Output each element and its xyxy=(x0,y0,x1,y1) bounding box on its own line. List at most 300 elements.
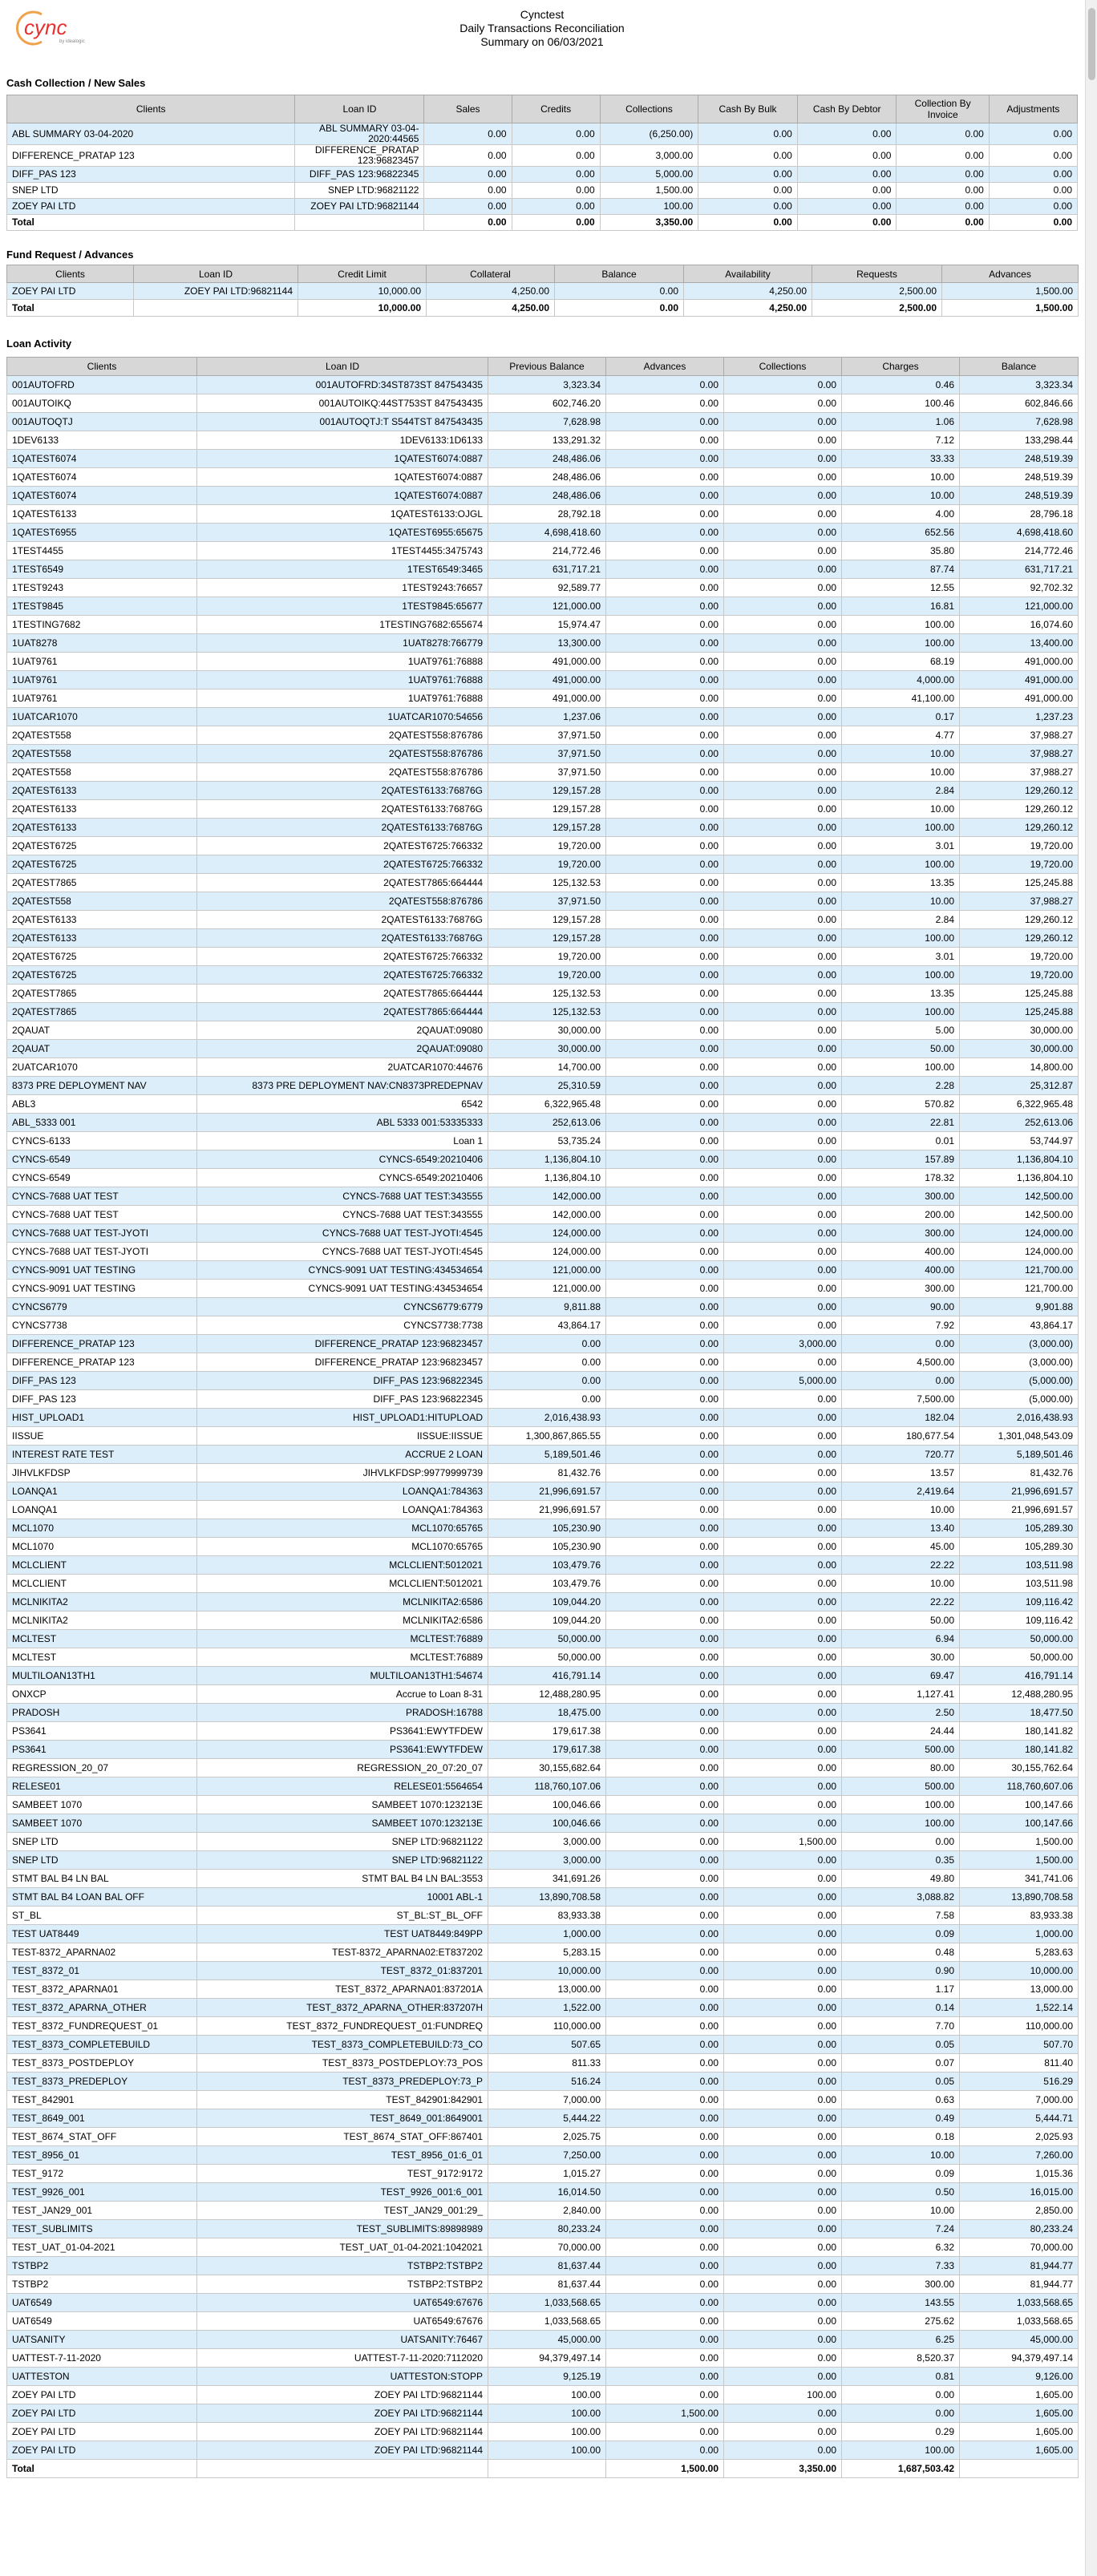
loan-activity-cell: 0.00 xyxy=(724,1648,842,1667)
loan-activity-cell: 2QATEST558:876786 xyxy=(197,763,488,782)
loan-activity-cell: IISSUE:IISSUE xyxy=(197,1427,488,1446)
loan-activity-cell: TEST_9926_001:6_001 xyxy=(197,2183,488,2202)
loan-activity-cell: 43,864.17 xyxy=(488,1316,606,1335)
loan-activity-cell: 0.00 xyxy=(724,487,842,505)
loan-activity-cell: 12,488,280.95 xyxy=(488,1685,606,1704)
loan-activity-cell: 1QATEST6074:0887 xyxy=(197,468,488,487)
loan-activity-cell: 0.00 xyxy=(724,1685,842,1704)
loan-activity-row xyxy=(7,1169,1079,1187)
loan-activity-cell: 22.22 xyxy=(842,1556,960,1575)
loan-activity-row xyxy=(7,634,1079,653)
fund-request-cell: ZOEY PAI LTD:96821144 xyxy=(134,283,298,300)
fund-request-column-header: Balance xyxy=(555,265,684,283)
loan-activity-cell: 1UAT9761:76888 xyxy=(197,653,488,671)
loan-activity-cell: 125,132.53 xyxy=(488,874,606,892)
loan-activity-row xyxy=(7,2202,1079,2220)
loan-activity-cell: 92,589.77 xyxy=(488,579,606,597)
loan-activity-cell: 110,000.00 xyxy=(960,2017,1079,2036)
loan-activity-cell: 1TEST4455:3475743 xyxy=(197,542,488,560)
loan-activity-total-cell xyxy=(197,2460,488,2478)
loan-activity-cell: 68.19 xyxy=(842,653,960,671)
loan-activity-cell: 400.00 xyxy=(842,1243,960,1261)
loan-activity-cell: 248,519.39 xyxy=(960,450,1079,468)
loan-activity-cell: 14,800.00 xyxy=(960,1058,1079,1077)
loan-activity-cell: MCLCLIENT:5012021 xyxy=(197,1575,488,1593)
loan-activity-row xyxy=(7,2404,1079,2423)
loan-activity-cell: 1TESTING7682:655674 xyxy=(197,616,488,634)
loan-activity-cell: 0.00 xyxy=(724,2146,842,2165)
loan-activity-cell: 43,864.17 xyxy=(960,1316,1079,1335)
loan-activity-cell: 100.00 xyxy=(724,2386,842,2404)
loan-activity-cell: 0.00 xyxy=(842,2404,960,2423)
loan-activity-cell: 2QAUAT xyxy=(7,1021,197,1040)
loan-activity-cell: 0.00 xyxy=(606,1777,724,1796)
report-title: Daily Transactions Reconciliation xyxy=(459,22,625,34)
loan-activity-cell: 0.00 xyxy=(606,948,724,966)
loan-activity-cell: 50,000.00 xyxy=(488,1648,606,1667)
fund-request-column-header: Availability xyxy=(684,265,812,283)
loan-activity-cell: CYNCS6779 xyxy=(7,1298,197,1316)
loan-activity-cell: TEST_8373_POSTDEPLOY xyxy=(7,2054,197,2073)
loan-activity-cell: TEST_8649_001:8649001 xyxy=(197,2109,488,2128)
loan-activity-cell: 13,890,708.58 xyxy=(488,1888,606,1907)
loan-activity-cell: 0.00 xyxy=(606,2036,724,2054)
loan-activity-row xyxy=(7,1353,1079,1372)
loan-activity-row xyxy=(7,1556,1079,1575)
loan-activity-cell: 129,260.12 xyxy=(960,911,1079,929)
loan-activity-cell: 125,245.88 xyxy=(960,985,1079,1003)
loan-activity-cell: 16.81 xyxy=(842,597,960,616)
loan-activity-total-cell: 1,687,503.42 xyxy=(842,2460,960,2478)
loan-activity-row xyxy=(7,1187,1079,1206)
loan-activity-row xyxy=(7,1372,1079,1390)
fund-request-cell: 10,000.00 xyxy=(298,283,427,300)
cash-collection-column-header: Collections xyxy=(600,95,698,123)
loan-activity-column-header: Previous Balance xyxy=(488,358,606,376)
loan-activity-cell: ZOEY PAI LTD:96821144 xyxy=(197,2404,488,2423)
loan-activity-cell: 142,000.00 xyxy=(488,1187,606,1206)
cash-collection-cell: 0.00 xyxy=(424,167,512,183)
loan-activity-cell: 0.00 xyxy=(488,1372,606,1390)
loan-activity-row xyxy=(7,2423,1079,2441)
loan-activity-total-cell xyxy=(488,2460,606,2478)
loan-activity-cell: 0.00 xyxy=(606,1999,724,2017)
loan-activity-row xyxy=(7,1206,1079,1224)
loan-activity-cell: 121,000.00 xyxy=(488,1280,606,1298)
loan-activity-cell: 0.00 xyxy=(606,1482,724,1501)
cash-collection-column-header: Cash By Bulk xyxy=(698,95,798,123)
loan-activity-cell: 7.58 xyxy=(842,1907,960,1925)
loan-activity-cell: 21,996,691.57 xyxy=(488,1482,606,1501)
loan-activity-row xyxy=(7,1612,1079,1630)
loan-activity-cell: UATTESTON:STOPP xyxy=(197,2368,488,2386)
loan-activity-cell: 7.70 xyxy=(842,2017,960,2036)
cash-collection-cell: 0.00 xyxy=(698,145,798,167)
cash-collection-cell: 0.00 xyxy=(897,199,989,215)
loan-activity-cell: 118,760,107.06 xyxy=(488,1777,606,1796)
loan-activity-cell: 81,944.77 xyxy=(960,2257,1079,2275)
loan-activity-row xyxy=(7,468,1079,487)
loan-activity-cell: 0.49 xyxy=(842,2109,960,2128)
loan-activity-cell: 2,016,438.93 xyxy=(488,1409,606,1427)
loan-activity-row xyxy=(7,1943,1079,1962)
loan-activity-cell: 1,033,568.65 xyxy=(960,2294,1079,2312)
loan-activity-cell: CYNCS-7688 UAT TEST-JYOTI xyxy=(7,1224,197,1243)
cash-collection-total-cell: 0.00 xyxy=(512,215,600,231)
loan-activity-cell: 0.00 xyxy=(724,1095,842,1114)
loan-activity-cell: 0.00 xyxy=(606,2202,724,2220)
loan-activity-cell: 252,613.06 xyxy=(960,1114,1079,1132)
loan-activity-cell: 129,260.12 xyxy=(960,782,1079,800)
loan-activity-cell: 400.00 xyxy=(842,1261,960,1280)
loan-activity-cell: 1UAT9761 xyxy=(7,653,197,671)
loan-activity-cell: 105,230.90 xyxy=(488,1519,606,1538)
loan-activity-cell: PRADOSH xyxy=(7,1704,197,1722)
loan-activity-cell: 0.00 xyxy=(724,2257,842,2275)
loan-activity-cell: TSTBP2 xyxy=(7,2275,197,2294)
cash-collection-cell: 0.00 xyxy=(424,199,512,215)
loan-activity-row xyxy=(7,1962,1079,1980)
fund-request-total-row xyxy=(7,300,1079,317)
loan-activity-cell: 103,511.98 xyxy=(960,1556,1079,1575)
report-header xyxy=(6,0,1078,53)
loan-activity-cell: 602,846.66 xyxy=(960,394,1079,413)
loan-activity-row xyxy=(7,2312,1079,2331)
loan-activity-row xyxy=(7,2091,1079,2109)
cash-collection-total-cell: 0.00 xyxy=(698,215,798,231)
loan-activity-cell: 2,025.93 xyxy=(960,2128,1079,2146)
loan-activity-cell: 1QATEST6074:0887 xyxy=(197,450,488,468)
loan-activity-row xyxy=(7,782,1079,800)
loan-activity-row xyxy=(7,2349,1079,2368)
loan-activity-cell: 1,500.00 xyxy=(960,1851,1079,1870)
loan-activity-cell: 0.00 xyxy=(724,2423,842,2441)
loan-activity-row xyxy=(7,542,1079,560)
loan-activity-cell: 0.00 xyxy=(606,1667,724,1685)
loan-activity-cell: 3.01 xyxy=(842,948,960,966)
loan-activity-cell: 0.00 xyxy=(842,2386,960,2404)
loan-activity-cell: 0.00 xyxy=(724,1224,842,1243)
loan-activity-cell: 507.70 xyxy=(960,2036,1079,2054)
loan-activity-cell: 0.00 xyxy=(606,560,724,579)
loan-activity-cell: 0.00 xyxy=(606,376,724,394)
loan-activity-row xyxy=(7,1814,1079,1833)
loan-activity-row xyxy=(7,2220,1079,2238)
loan-activity-cell: UATSANITY:76467 xyxy=(197,2331,488,2349)
loan-activity-cell: 100.00 xyxy=(842,819,960,837)
loan-activity-cell: 0.00 xyxy=(724,1759,842,1777)
loan-activity-cell: 0.00 xyxy=(724,1058,842,1077)
loan-activity-cell: 10.00 xyxy=(842,892,960,911)
loan-activity-cell: 1.06 xyxy=(842,413,960,431)
loan-activity-total-row xyxy=(7,2460,1079,2478)
fund-request-column-header: Loan ID xyxy=(134,265,298,283)
loan-activity-cell: 1QATEST6955:65675 xyxy=(197,524,488,542)
loan-activity-cell: 720.77 xyxy=(842,1446,960,1464)
loan-activity-cell: 3,323.34 xyxy=(488,376,606,394)
loan-activity-cell: 0.00 xyxy=(724,2294,842,2312)
loan-activity-cell: 0.00 xyxy=(724,1943,842,1962)
loan-activity-cell: MCLCLIENT:5012021 xyxy=(197,1556,488,1575)
loan-activity-row xyxy=(7,1980,1079,1999)
loan-activity-cell: 0.00 xyxy=(606,671,724,689)
loan-activity-cell: 5,444.22 xyxy=(488,2109,606,2128)
loan-activity-cell: 0.00 xyxy=(724,2128,842,2146)
cash-collection-title: Cash Collection / New Sales xyxy=(6,77,146,89)
loan-activity-cell: 0.00 xyxy=(606,579,724,597)
loan-activity-cell: 100,147.66 xyxy=(960,1796,1079,1814)
loan-activity-cell: 0.00 xyxy=(842,1372,960,1390)
cash-collection-header-row xyxy=(7,95,1078,123)
loan-activity-cell: 491,000.00 xyxy=(488,671,606,689)
loan-activity-cell: 0.00 xyxy=(606,2165,724,2183)
cash-collection-cell: DIFFERENCE_PRATAP 123 xyxy=(7,145,295,167)
page-scrollbar[interactable] xyxy=(1085,0,1097,2576)
loan-activity-cell: 7,628.98 xyxy=(488,413,606,431)
cash-collection-cell: 0.00 xyxy=(512,167,600,183)
loan-activity-cell: SNEP LTD:96821122 xyxy=(197,1833,488,1851)
loan-activity-cell: 300.00 xyxy=(842,2275,960,2294)
loan-activity-cell: 1,033,568.65 xyxy=(960,2312,1079,2331)
loan-activity-cell: 0.00 xyxy=(606,2073,724,2091)
loan-activity-cell: 13.35 xyxy=(842,985,960,1003)
loan-activity-cell: TEST_8649_001 xyxy=(7,2109,197,2128)
loan-activity-cell: 0.00 xyxy=(606,1464,724,1482)
loan-activity-cell: 416,791.14 xyxy=(960,1667,1079,1685)
loan-activity-cell: 214,772.46 xyxy=(488,542,606,560)
loan-activity-cell: 0.00 xyxy=(606,1243,724,1261)
loan-activity-cell: 0.00 xyxy=(606,1759,724,1777)
loan-activity-cell: 1QATEST6074:0887 xyxy=(197,487,488,505)
loan-activity-cell: 0.00 xyxy=(606,2146,724,2165)
loan-activity-cell: 13,000.00 xyxy=(960,1980,1079,1999)
loan-activity-cell: TEST_8372_01 xyxy=(7,1962,197,1980)
loan-activity-cell: 69.47 xyxy=(842,1667,960,1685)
loan-activity-cell: TEST_9926_001 xyxy=(7,2183,197,2202)
loan-activity-cell: 124,000.00 xyxy=(960,1224,1079,1243)
loan-activity-cell: 2QATEST7865 xyxy=(7,1003,197,1021)
loan-activity-cell: 2QATEST7865 xyxy=(7,985,197,1003)
loan-activity-row xyxy=(7,1741,1079,1759)
cash-collection-cell: 0.00 xyxy=(797,123,897,145)
loan-activity-cell: DIFF_PAS 123 xyxy=(7,1390,197,1409)
scrollbar-thumb[interactable] xyxy=(1088,8,1095,80)
loan-activity-cell: 41,100.00 xyxy=(842,689,960,708)
loan-activity-row xyxy=(7,1390,1079,1409)
cash-collection-column-header: Cash By Debtor xyxy=(797,95,897,123)
loan-activity-row xyxy=(7,855,1079,874)
loan-activity-row xyxy=(7,579,1079,597)
loan-activity-cell: MCLTEST xyxy=(7,1630,197,1648)
loan-activity-row xyxy=(7,1704,1079,1722)
loan-activity-header-row xyxy=(7,358,1079,376)
loan-activity-cell: 6.25 xyxy=(842,2331,960,2349)
fund-request-column-header: Advances xyxy=(942,265,1079,283)
loan-activity-cell: 0.00 xyxy=(606,1648,724,1667)
loan-activity-cell: CYNCS7738 xyxy=(7,1316,197,1335)
loan-activity-cell: MCLTEST:76889 xyxy=(197,1630,488,1648)
loan-activity-row xyxy=(7,597,1079,616)
loan-activity-cell: DIFF_PAS 123:96822345 xyxy=(197,1390,488,1409)
loan-activity-cell: 0.00 xyxy=(724,2036,842,2054)
loan-activity-cell: 100.00 xyxy=(842,1814,960,1833)
loan-activity-cell: 0.00 xyxy=(606,524,724,542)
loan-activity-cell: 0.00 xyxy=(724,1851,842,1870)
loan-activity-cell: TEST_UAT_01-04-2021 xyxy=(7,2238,197,2257)
cash-collection-cell: 1,500.00 xyxy=(600,183,698,199)
loan-activity-cell: 21,996,691.57 xyxy=(960,1501,1079,1519)
loan-activity-cell: HIST_UPLOAD1 xyxy=(7,1409,197,1427)
loan-activity-cell: 50.00 xyxy=(842,1612,960,1630)
loan-activity-cell: 0.00 xyxy=(724,1777,842,1796)
loan-activity-cell: 491,000.00 xyxy=(960,671,1079,689)
loan-activity-cell: CYNCS-7688 UAT TEST:343555 xyxy=(197,1187,488,1206)
loan-activity-row xyxy=(7,1833,1079,1851)
loan-activity-row xyxy=(7,800,1079,819)
loan-activity-cell: 100.00 xyxy=(842,855,960,874)
loan-activity-cell: 248,486.06 xyxy=(488,450,606,468)
loan-activity-cell: 0.00 xyxy=(606,1630,724,1648)
loan-activity-cell: 14,700.00 xyxy=(488,1058,606,1077)
fund-request-total-cell: 1,500.00 xyxy=(942,300,1079,317)
loan-activity-cell: TSTBP2:TSTBP2 xyxy=(197,2275,488,2294)
loan-activity-cell: 0.00 xyxy=(724,892,842,911)
loan-activity-cell: 10.00 xyxy=(842,745,960,763)
loan-activity-row xyxy=(7,1519,1079,1538)
loan-activity-cell: 2QATEST6725 xyxy=(7,966,197,985)
loan-activity-cell: 5,189,501.46 xyxy=(960,1446,1079,1464)
loan-activity-cell: 143.55 xyxy=(842,2294,960,2312)
cash-collection-cell: 0.00 xyxy=(698,183,798,199)
cash-collection-cell: 0.00 xyxy=(698,167,798,183)
loan-activity-cell: 0.00 xyxy=(724,413,842,431)
report-title-block xyxy=(6,8,1078,49)
loan-activity-cell: 1TEST4455 xyxy=(7,542,197,560)
loan-activity-row xyxy=(7,1925,1079,1943)
fund-request-cell: 0.00 xyxy=(555,283,684,300)
loan-activity-row xyxy=(7,1243,1079,1261)
loan-activity-cell: TEST_8373_COMPLETEBUILD xyxy=(7,2036,197,2054)
loan-activity-cell: (5,000.00) xyxy=(960,1372,1079,1390)
loan-activity-cell: 2QATEST6133 xyxy=(7,911,197,929)
loan-activity-cell: UATTEST-7-11-2020 xyxy=(7,2349,197,2368)
loan-activity-row xyxy=(7,1648,1079,1667)
loan-activity-cell: TEST_8372_FUNDREQUEST_01:FUNDREQ xyxy=(197,2017,488,2036)
loan-activity-cell: 6.32 xyxy=(842,2238,960,2257)
loan-activity-cell: 1UAT9761 xyxy=(7,671,197,689)
loan-activity-cell: 0.00 xyxy=(724,1427,842,1446)
loan-activity-cell: SAMBEET 1070:123213E xyxy=(197,1796,488,1814)
loan-activity-cell: 0.00 xyxy=(606,2128,724,2146)
loan-activity-cell: 0.00 xyxy=(606,1151,724,1169)
cash-collection-total-cell: 0.00 xyxy=(897,215,989,231)
loan-activity-cell: 1QATEST6074 xyxy=(7,487,197,505)
loan-activity-cell: 124,000.00 xyxy=(488,1243,606,1261)
loan-activity-cell: 0.00 xyxy=(724,1446,842,1464)
loan-activity-column-header: Clients xyxy=(7,358,197,376)
loan-activity-cell: 6.94 xyxy=(842,1630,960,1648)
loan-activity-cell: UATTEST-7-11-2020:7112020 xyxy=(197,2349,488,2368)
loan-activity-cell: IISSUE xyxy=(7,1427,197,1446)
loan-activity-cell: 1UAT9761:76888 xyxy=(197,671,488,689)
loan-activity-cell: 2QATEST6725:766332 xyxy=(197,948,488,966)
loan-activity-cell: 0.50 xyxy=(842,2183,960,2202)
loan-activity-cell: ABL_5333 001 xyxy=(7,1114,197,1132)
loan-activity-cell: TEST_9172:9172 xyxy=(197,2165,488,2183)
loan-activity-cell: 1UAT9761:76888 xyxy=(197,689,488,708)
loan-activity-cell: 18,477.50 xyxy=(960,1704,1079,1722)
loan-activity-cell: 248,486.06 xyxy=(488,468,606,487)
loan-activity-cell: 0.00 xyxy=(606,2275,724,2294)
loan-activity-cell: 19,720.00 xyxy=(488,855,606,874)
cash-collection-cell: 0.00 xyxy=(424,123,512,145)
loan-activity-cell: 103,511.98 xyxy=(960,1575,1079,1593)
loan-activity-cell: 1,605.00 xyxy=(960,2386,1079,2404)
loan-activity-cell: 0.00 xyxy=(606,1224,724,1243)
loan-activity-cell: TEST_8372_APARNA_OTHER:837207H xyxy=(197,1999,488,2017)
loan-activity-cell: 0.00 xyxy=(724,1151,842,1169)
loan-activity-cell: 0.00 xyxy=(724,948,842,966)
loan-activity-row xyxy=(7,2054,1079,2073)
loan-activity-cell: 0.00 xyxy=(724,1888,842,1907)
loan-activity-cell: 416,791.14 xyxy=(488,1667,606,1685)
loan-activity-cell: 0.14 xyxy=(842,1999,960,2017)
loan-activity-cell: 1QATEST6133:OJGL xyxy=(197,505,488,524)
loan-activity-cell: 275.62 xyxy=(842,2312,960,2331)
loan-activity-cell: 0.00 xyxy=(724,2183,842,2202)
loan-activity-cell: 142,500.00 xyxy=(960,1206,1079,1224)
loan-activity-cell: 100.00 xyxy=(842,966,960,985)
loan-activity-cell: 0.00 xyxy=(724,1704,842,1722)
loan-activity-cell: 0.29 xyxy=(842,2423,960,2441)
loan-activity-cell: 0.00 xyxy=(606,763,724,782)
loan-activity-row xyxy=(7,929,1079,948)
loan-activity-cell: 0.00 xyxy=(724,1741,842,1759)
loan-activity-cell: 1,136,804.10 xyxy=(960,1169,1079,1187)
loan-activity-cell: 2UATCAR1070:44676 xyxy=(197,1058,488,1077)
loan-activity-column-header: Charges xyxy=(842,358,960,376)
loan-activity-cell: 2QATEST6725:766332 xyxy=(197,966,488,985)
loan-activity-cell: 0.00 xyxy=(606,1040,724,1058)
loan-activity-cell: TEST-8372_APARNA02:ET837202 xyxy=(197,1943,488,1962)
loan-activity-cell: 180,141.82 xyxy=(960,1722,1079,1741)
loan-activity-cell: 0.00 xyxy=(724,1353,842,1372)
loan-activity-cell: 100.00 xyxy=(842,2441,960,2460)
loan-activity-cell: 0.00 xyxy=(606,1814,724,1833)
loan-activity-cell: 94,379,497.14 xyxy=(488,2349,606,2368)
loan-activity-cell: 24.44 xyxy=(842,1722,960,1741)
loan-activity-cell: 0.00 xyxy=(606,726,724,745)
loan-activity-cell: 87.74 xyxy=(842,560,960,579)
loan-activity-cell: 129,260.12 xyxy=(960,800,1079,819)
fund-request-total-cell: 2,500.00 xyxy=(812,300,942,317)
loan-activity-cell: 0.00 xyxy=(606,2017,724,2036)
loan-activity-row xyxy=(7,1630,1079,1648)
loan-activity-cell: 182.04 xyxy=(842,1409,960,1427)
loan-activity-row xyxy=(7,505,1079,524)
loan-activity-cell: 0.00 xyxy=(606,745,724,763)
cash-collection-cell: SNEP LTD:96821122 xyxy=(295,183,424,199)
loan-activity-cell: 13,000.00 xyxy=(488,1980,606,1999)
loan-activity-cell: 0.81 xyxy=(842,2368,960,2386)
loan-activity-cell: 157.89 xyxy=(842,1151,960,1169)
loan-activity-cell: 118,760,607.06 xyxy=(960,1777,1079,1796)
loan-activity-cell: 491,000.00 xyxy=(488,689,606,708)
loan-activity-cell: 1QATEST6133 xyxy=(7,505,197,524)
loan-activity-cell: 0.00 xyxy=(724,911,842,929)
loan-activity-cell: 2QATEST6133 xyxy=(7,819,197,837)
loan-activity-cell: 0.00 xyxy=(724,708,842,726)
